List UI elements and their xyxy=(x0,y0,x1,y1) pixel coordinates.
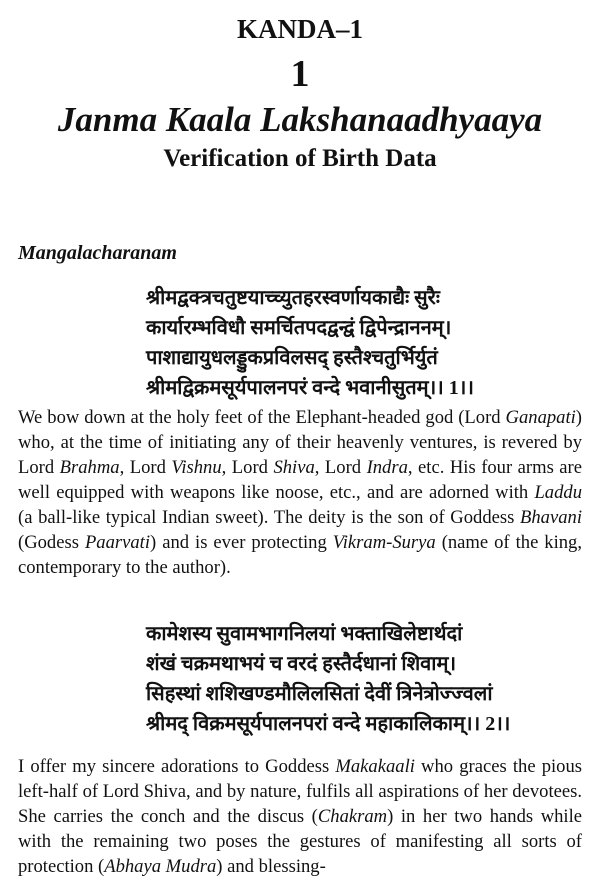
text-run: , Lord xyxy=(314,457,367,478)
verse-line: श्रीमद्वक्त्रचतुष्टयाच्च्युतहरस्वर्णायकाद्यैः सुरैः xyxy=(146,287,440,309)
text-run: (a ball-like typical Indian sweet). The deity is the son of Goddess xyxy=(18,507,521,528)
text-run: ) in her two hands while with the remaining two poses the gestures of manifesting all sorts of protection ( xyxy=(18,806,583,877)
verse-line: कामेशस्य सुवामभागनिलयां भक्ताखिलेष्टार्थदां xyxy=(146,623,463,645)
chapter-number: 1 xyxy=(290,53,310,95)
verse-1 xyxy=(146,283,474,403)
italic-term: Indra xyxy=(366,457,408,478)
italic-term: Abhaya Mudra xyxy=(104,856,217,877)
italic-term: Brahma xyxy=(59,457,120,478)
verse-line: श्रीमद्विक्रमसूर्यपालनपरं वन्दे भवानीसुतम्।। 1।। xyxy=(146,377,474,399)
verse-line: सिहस्थां शशिखण्डमौलिलसितां देवीं त्रिनेत्रोज्ज्वलां xyxy=(146,683,493,705)
verse-line: श्रीमद् विक्रमसूर्यपालनपरां वन्दे महाकालिकाम्।। 2।। xyxy=(146,713,511,735)
text-run: who graces the pious left-half of Lord Shiva, and by nature, fulfils all aspirations of her devotees. She carries the conch and the discus ( xyxy=(18,756,583,827)
italic-term: Ganapati xyxy=(505,407,576,428)
kanda-heading: KANDA–1 xyxy=(237,14,363,44)
italic-term: Shiva xyxy=(273,457,315,478)
text-run: ) who, at the time of initiating any of their heavenly ventures, is revered by Lord xyxy=(18,407,582,478)
chapter-subtitle: Verification of Birth Data xyxy=(163,145,437,172)
verse-2 xyxy=(146,619,510,739)
text-run: (name of the king, contemporary to the author). xyxy=(18,532,583,578)
italic-term: Paarvati xyxy=(84,532,151,553)
verse-line: शंखं चक्रमथाभयं च वरदं हस्तैर्दधानां शिवाम्। xyxy=(146,653,457,675)
italic-term: Laddu xyxy=(534,482,582,503)
italic-term: Bhavani xyxy=(520,507,582,528)
translation-paragraph-1 xyxy=(18,405,582,580)
text-run: I offer my sincere adorations to Goddess xyxy=(18,756,336,777)
italic-term: Chakram xyxy=(317,806,388,827)
verse-line: पाशाद्यायुधलड्डुकप्रविलसद् हस्तैश्चतुर्भिर्युतं xyxy=(146,347,438,369)
italic-term: Vikram-Surya xyxy=(332,532,436,553)
chapter-title: Janma Kaala Lakshanaadhyaaya xyxy=(57,100,543,139)
text-run: (Godess xyxy=(18,532,85,553)
verse-line: कार्यारम्भविधौ समर्चितपदद्वन्द्वं द्विपेन्द्राननम्। xyxy=(146,317,452,339)
text-run: , Lord xyxy=(221,457,274,478)
text-run: We bow down at the holy feet of the Elephant-headed god (Lord xyxy=(18,407,506,428)
text-run: ) and blessing- xyxy=(216,856,326,877)
section-heading: Mangalacharanam xyxy=(18,242,177,264)
italic-term: Makakaali xyxy=(335,756,415,777)
text-run: , etc. His four arms are well equipped with weapons like noose, etc., and are adorned with xyxy=(18,457,583,503)
italic-term: Vishnu xyxy=(171,457,222,478)
text-run: , Lord xyxy=(119,457,172,478)
text-run: ) and is ever protecting xyxy=(150,532,333,553)
translation-paragraph-2 xyxy=(18,754,582,879)
